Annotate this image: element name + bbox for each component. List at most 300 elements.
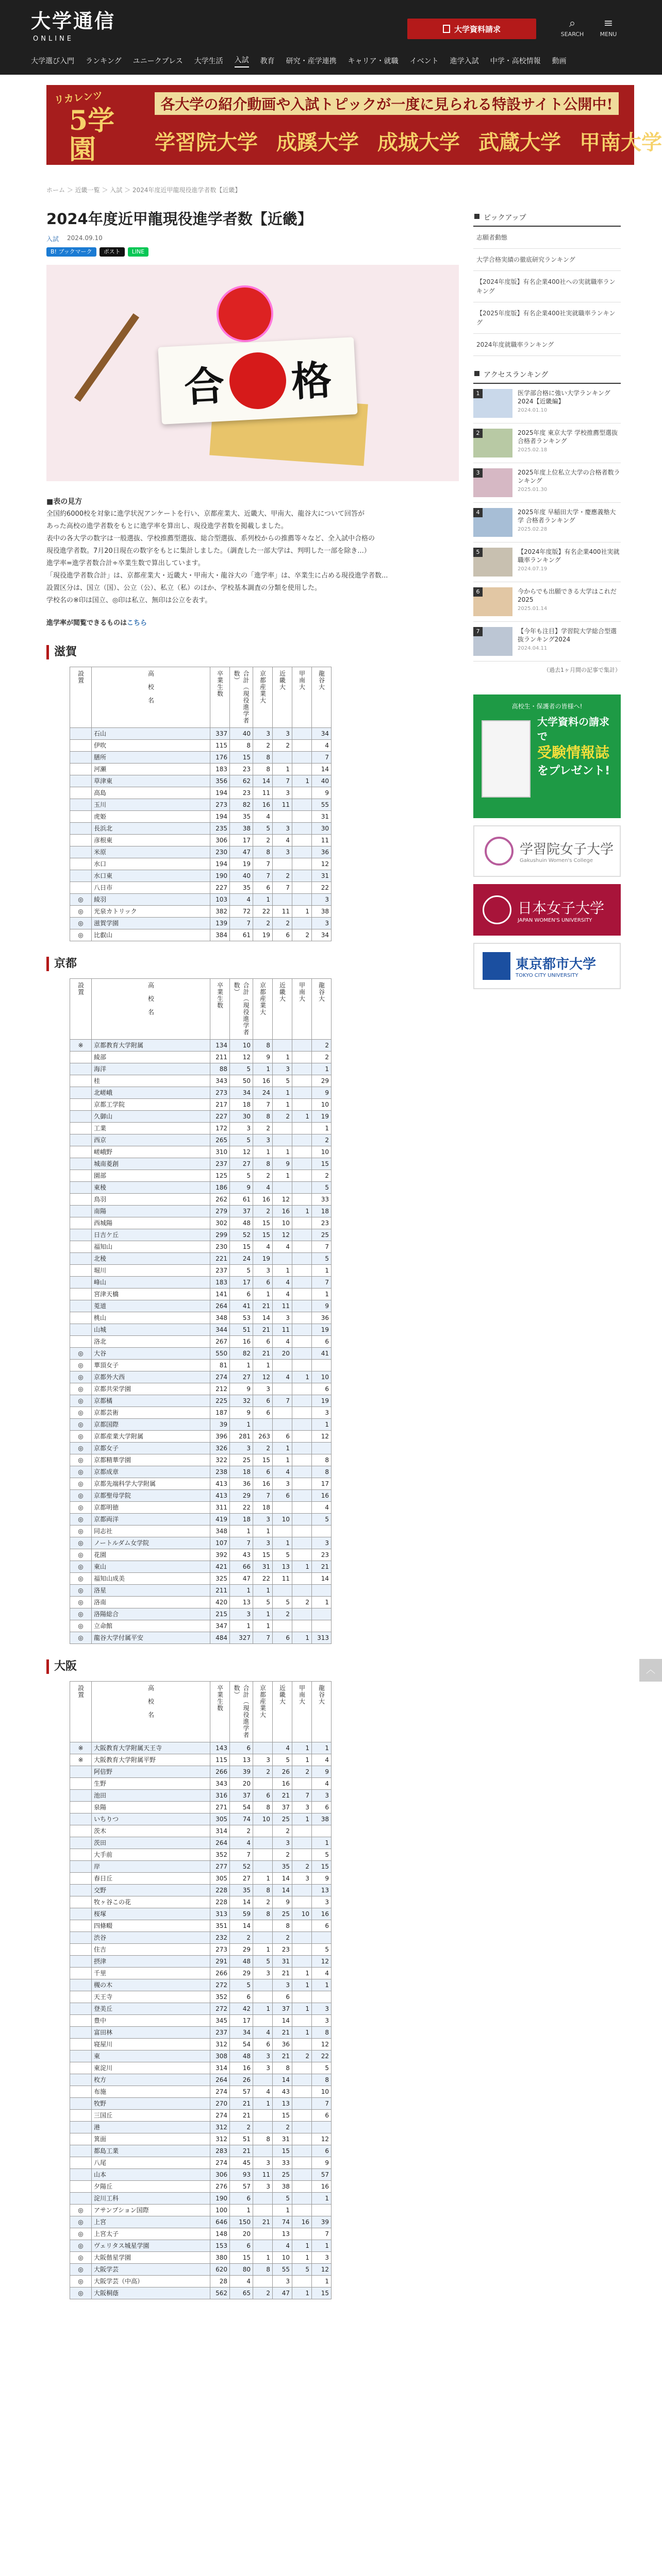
ad1-name: 学習院女子大学 xyxy=(520,842,614,857)
value-cell: 13 xyxy=(273,2098,292,2110)
nav-item[interactable]: 大学選び入門 xyxy=(31,57,74,65)
pickup-link[interactable]: 【2024年度版】有名企業400社への実就職率ランキング xyxy=(473,271,621,302)
ranking-text xyxy=(518,587,621,616)
value-cell: 18 xyxy=(312,1206,332,1217)
type-cell xyxy=(70,2074,92,2086)
value-cell: 276 xyxy=(210,2181,230,2193)
table-row xyxy=(70,870,332,882)
value-cell: 281 xyxy=(230,1431,253,1443)
value-cell: 190 xyxy=(210,2193,230,2205)
table-row xyxy=(70,1561,332,1573)
value-cell: 27 xyxy=(230,1371,253,1383)
nav-item[interactable]: ユニークプレス xyxy=(133,57,183,65)
column-header-grads xyxy=(210,667,230,728)
value-cell: 15 xyxy=(273,2110,292,2122)
search-icon: ⌕ xyxy=(569,17,576,30)
school-name-cell: 布施 xyxy=(92,2086,210,2098)
nav-item[interactable]: ランキング xyxy=(86,57,122,65)
school-name-cell: 八尾 xyxy=(92,2157,210,2169)
column-header-kyoto xyxy=(253,667,273,728)
type-cell: ※ xyxy=(70,1742,92,1754)
value-cell: 23 xyxy=(312,1549,332,1561)
school-name-cell: 牧野 xyxy=(92,2098,210,2110)
value-cell: 41 xyxy=(230,1300,253,1312)
value-cell: 12 xyxy=(312,1956,332,1968)
table-row xyxy=(70,1052,332,1063)
table-row xyxy=(70,823,332,835)
article-intro xyxy=(46,496,459,630)
table-row xyxy=(70,1932,332,1944)
value-cell: 35 xyxy=(230,1885,253,1896)
value-cell: 74 xyxy=(230,1814,253,1825)
breadcrumb[interactable]: ホーム ＞ 近畿一覧 ＞ 入試 ＞ 2024年度近甲龍現役進学者数【近畿】 xyxy=(46,187,241,194)
value-cell: 10 xyxy=(312,1146,332,1158)
school-name-cell: 千里 xyxy=(92,1968,210,1979)
promo-banner[interactable] xyxy=(46,85,662,165)
value-cell: 125 xyxy=(210,1170,230,1182)
value-cell xyxy=(292,1158,312,1170)
column-header-ryukoku xyxy=(312,667,332,728)
ranking-item[interactable] xyxy=(473,503,621,543)
article-category-link[interactable]: 入試 xyxy=(46,235,59,243)
value-cell: 4 xyxy=(253,1182,273,1194)
table-row xyxy=(70,2205,332,2216)
value-cell xyxy=(253,2110,273,2122)
value-cell: 19 xyxy=(230,858,253,870)
value-cell: 9 xyxy=(273,1158,292,1170)
value-cell xyxy=(253,1778,273,1790)
value-cell: 10 xyxy=(312,1099,332,1111)
value-cell: 15 xyxy=(253,1217,273,1229)
school-name-cell: 東山 xyxy=(92,1561,210,1573)
value-cell: 134 xyxy=(210,1040,230,1052)
ad-gakushuin-womens[interactable] xyxy=(473,825,621,877)
value-cell xyxy=(292,2133,312,2145)
type-cell xyxy=(70,2039,92,2050)
value-cell: 273 xyxy=(210,1087,230,1099)
ranking-text xyxy=(518,508,621,537)
value-cell: 45 xyxy=(230,2157,253,2169)
type-cell xyxy=(70,2050,92,2062)
school-name-cell: 富田林 xyxy=(92,2027,210,2039)
value-cell: 11 xyxy=(273,1324,292,1336)
school-name-cell: 洛北 xyxy=(92,1336,210,1348)
table-row xyxy=(70,835,332,846)
nav-item[interactable]: 入試 xyxy=(235,55,249,67)
ranking-item[interactable] xyxy=(473,463,621,503)
value-cell: 40 xyxy=(230,728,253,740)
value-cell xyxy=(273,1502,292,1514)
page-top-button[interactable] xyxy=(639,1659,662,1682)
value-cell: 3 xyxy=(253,1754,273,1766)
value-cell: 5 xyxy=(312,1514,332,1526)
school-name-cell: 京都教育大学附属 xyxy=(92,1040,210,1052)
value-cell: 2 xyxy=(292,2050,312,2062)
value-cell: 3 xyxy=(253,1537,273,1549)
value-cell: 3 xyxy=(312,1407,332,1419)
table-row xyxy=(70,728,332,740)
value-cell: 396 xyxy=(210,1431,230,1443)
value-cell: 1 xyxy=(273,1265,292,1277)
school-name-cell: 摂津 xyxy=(92,1956,210,1968)
value-cell xyxy=(253,1979,273,1991)
table-row xyxy=(70,1360,332,1371)
value-cell xyxy=(292,1573,312,1585)
value-cell: 5 xyxy=(273,1549,292,1561)
school-name-cell: 高島 xyxy=(92,787,210,799)
school-name-cell: 都島工業 xyxy=(92,2145,210,2157)
table-row xyxy=(70,1837,332,1849)
pickup-link[interactable]: 大学合格実績の徹底研究ランキング xyxy=(473,249,621,271)
menu-button[interactable] xyxy=(593,16,624,38)
banner-left-logo xyxy=(54,89,141,165)
value-cell: 2 xyxy=(273,1849,292,1861)
school-name-cell: 寝屋川 xyxy=(92,2039,210,2050)
type-cell xyxy=(70,1312,92,1324)
rate-link[interactable]: こちら xyxy=(127,619,147,627)
value-cell: 2 xyxy=(230,1825,253,1837)
value-cell: 1 xyxy=(292,1371,312,1383)
value-cell: 8 xyxy=(312,2074,332,2086)
ranking-item[interactable] xyxy=(473,622,621,662)
value-cell: 1 xyxy=(230,1620,253,1632)
value-cell: 55 xyxy=(273,2264,292,2276)
ranking-thumbnail xyxy=(473,627,512,656)
value-cell: 3 xyxy=(312,918,332,929)
type-cell xyxy=(70,1778,92,1790)
school-name-cell: 綾部 xyxy=(92,1052,210,1063)
pass-card xyxy=(158,337,357,425)
value-cell xyxy=(292,1052,312,1063)
nav-item[interactable]: 中学・高校情報 xyxy=(490,57,541,65)
value-cell: 266 xyxy=(210,1968,230,1979)
value-cell: 65 xyxy=(230,2287,253,2299)
column-header-grads xyxy=(210,1682,230,1742)
type-cell xyxy=(70,752,92,764)
column-header-type xyxy=(70,667,92,728)
value-cell: 348 xyxy=(210,1312,230,1324)
table-row xyxy=(70,2003,332,2015)
column-header-name xyxy=(92,1682,210,1742)
value-cell: 562 xyxy=(210,2287,230,2299)
value-cell: 3 xyxy=(273,1837,292,1849)
ranking-date: 2025.01.14 xyxy=(518,606,548,612)
table-header-row xyxy=(70,667,332,728)
type-cell xyxy=(70,870,92,882)
ad-materials-present[interactable] xyxy=(473,694,621,818)
nav-item[interactable]: イベント xyxy=(409,57,439,65)
value-cell xyxy=(292,1312,312,1324)
table-row xyxy=(70,1040,332,1052)
value-cell: 316 xyxy=(210,1790,230,1802)
value-cell: 14 xyxy=(273,1873,292,1885)
table-row xyxy=(70,1608,332,1620)
ranking-thumbnail xyxy=(473,468,512,497)
value-cell: 238 xyxy=(210,1466,230,1478)
value-cell xyxy=(312,2122,332,2133)
school-name-cell: 伊吹 xyxy=(92,740,210,752)
school-name-cell: 大阪教育大学附属平野 xyxy=(92,1754,210,1766)
value-cell: 4 xyxy=(230,1837,253,1849)
column-header-label: 近畿大 xyxy=(278,982,286,1002)
value-cell: 12 xyxy=(312,2039,332,2050)
pickup-link[interactable]: 2024年度就職率ランキング xyxy=(473,334,621,356)
site-logo[interactable] xyxy=(31,11,115,43)
ranking-item[interactable] xyxy=(473,582,621,622)
value-cell: 15 xyxy=(312,1158,332,1170)
article-meta xyxy=(46,234,459,243)
table-row xyxy=(70,1241,332,1253)
school-name-cell: 嵯峨野 xyxy=(92,1146,210,1158)
value-cell: 16 xyxy=(312,1908,332,1920)
type-cell xyxy=(70,2086,92,2098)
value-cell xyxy=(253,1419,273,1431)
value-cell: 4 xyxy=(273,1742,292,1754)
type-cell xyxy=(70,1968,92,1979)
type-cell: ◎ xyxy=(70,1608,92,1620)
line-share-button[interactable]: LINE xyxy=(128,247,149,257)
table-row xyxy=(70,799,332,811)
type-cell xyxy=(70,1979,92,1991)
value-cell: 3 xyxy=(253,1968,273,1979)
school-name-cell: 堀川 xyxy=(92,1265,210,1277)
search-button[interactable] xyxy=(557,16,588,38)
value-cell xyxy=(292,1229,312,1241)
intro-link-prefix: 進学率が閲覧できるものは xyxy=(46,619,127,627)
value-cell: 1 xyxy=(253,1063,273,1075)
value-cell: 22 xyxy=(253,1573,273,1585)
red-circle-icon xyxy=(228,351,288,411)
value-cell: 8 xyxy=(312,1466,332,1478)
value-cell: 1 xyxy=(273,1537,292,1549)
value-cell: 8 xyxy=(312,1454,332,1466)
value-cell: 5 xyxy=(230,1134,253,1146)
value-cell: 3 xyxy=(292,1873,312,1885)
pickup-link[interactable]: 志願者動態 xyxy=(473,227,621,249)
column-header-kyoto xyxy=(253,1682,273,1742)
request-materials-button[interactable] xyxy=(407,19,536,39)
value-cell: 16 xyxy=(312,1490,332,1502)
type-cell: ◎ xyxy=(70,1490,92,1502)
table-row xyxy=(70,1620,332,1632)
value-cell xyxy=(292,2181,312,2193)
nav-item[interactable]: 動画 xyxy=(552,57,567,65)
value-cell xyxy=(253,1991,273,2003)
column-header-konan xyxy=(292,1682,312,1742)
table-row xyxy=(70,1585,332,1597)
value-cell: 19 xyxy=(312,1111,332,1123)
value-cell: 347 xyxy=(210,1620,230,1632)
value-cell: 19 xyxy=(253,929,273,941)
value-cell: 3 xyxy=(312,2252,332,2264)
school-name-cell: 大阪学芸（中高） xyxy=(92,2276,210,2287)
school-name-cell: 京都外大西 xyxy=(92,1371,210,1383)
type-cell: ◎ xyxy=(70,2205,92,2216)
column-header-label: 設置 xyxy=(77,982,85,995)
school-name-cell: 宮津天橋 xyxy=(92,1289,210,1300)
nav-item[interactable]: 大学生活 xyxy=(194,57,223,65)
value-cell: 5 xyxy=(253,823,273,835)
table-row xyxy=(70,894,332,906)
school-name-cell: 京都共栄学園 xyxy=(92,1383,210,1395)
pickup-link[interactable]: 【2025年度版】有名企業400社実就職率ランキング xyxy=(473,302,621,334)
value-cell xyxy=(292,1348,312,1360)
type-cell xyxy=(70,1861,92,1873)
column-header-label: 龍谷大 xyxy=(318,1685,325,1705)
value-cell: 24 xyxy=(230,1253,253,1265)
region-heading: 京都 xyxy=(46,957,459,971)
value-cell: 392 xyxy=(210,1549,230,1561)
nav-item[interactable]: 進学入試 xyxy=(450,57,479,65)
value-cell: 343 xyxy=(210,1778,230,1790)
column-header-grads xyxy=(210,979,230,1040)
type-cell: ◎ xyxy=(70,1502,92,1514)
value-cell xyxy=(292,894,312,906)
value-cell: 312 xyxy=(210,2122,230,2133)
admissions-table xyxy=(70,1681,332,2299)
value-cell: 2 xyxy=(292,1766,312,1778)
school-name-cell: 福知山 xyxy=(92,1241,210,1253)
x-post-button[interactable]: ポスト xyxy=(100,247,125,257)
value-cell: 38 xyxy=(312,1814,332,1825)
value-cell xyxy=(292,2193,312,2205)
type-cell: ◎ xyxy=(70,1419,92,1431)
value-cell: 16 xyxy=(253,799,273,811)
value-cell xyxy=(292,2015,312,2027)
value-cell: 36 xyxy=(312,846,332,858)
value-cell: 14 xyxy=(230,1920,253,1932)
table-row xyxy=(70,2264,332,2276)
value-cell: 3 xyxy=(312,894,332,906)
school-name-cell: 華頂女子 xyxy=(92,1360,210,1371)
value-cell xyxy=(292,1253,312,1265)
table-row xyxy=(70,2252,332,2264)
ranking-title: 2025年度 東京大学 学校推薦型選抜 合格者ランキング xyxy=(518,429,618,445)
ranking-item[interactable] xyxy=(473,543,621,582)
school-name-cell: 京都芸術 xyxy=(92,1407,210,1419)
banner-school-name: 武蔵大学 xyxy=(478,130,561,155)
column-header-label: 龍谷大 xyxy=(318,982,325,1002)
ranking-thumbnail xyxy=(473,508,512,537)
value-cell: 18 xyxy=(253,1502,273,1514)
value-cell: 107 xyxy=(210,1537,230,1549)
school-name-cell: 山本 xyxy=(92,2169,210,2181)
nav-item[interactable]: 研究・産学連携 xyxy=(286,57,337,65)
value-cell: 646 xyxy=(210,2216,230,2228)
school-name-cell: 京都両洋 xyxy=(92,1514,210,1526)
value-cell: 2 xyxy=(292,1597,312,1608)
value-cell: 25 xyxy=(312,1229,332,1241)
value-cell xyxy=(292,1123,312,1134)
value-cell: 14 xyxy=(273,2074,292,2086)
value-cell xyxy=(292,787,312,799)
type-cell xyxy=(70,2157,92,2169)
value-cell: 2 xyxy=(230,2122,253,2133)
type-cell: ◎ xyxy=(70,1526,92,1537)
column-header-konan xyxy=(292,979,312,1040)
type-cell xyxy=(70,1324,92,1336)
value-cell xyxy=(292,1324,312,1336)
value-cell: 194 xyxy=(210,811,230,823)
value-cell xyxy=(292,2205,312,2216)
value-cell xyxy=(292,2110,312,2122)
value-cell xyxy=(292,1956,312,1968)
type-cell xyxy=(70,2015,92,2027)
hatena-bookmark-button[interactable]: B! ブックマーク xyxy=(46,247,96,257)
ranking-item[interactable] xyxy=(473,384,621,423)
value-cell: 24 xyxy=(253,1087,273,1099)
banner-school-name: 成蹊大学 xyxy=(276,130,359,155)
value-cell: 3 xyxy=(230,1123,253,1134)
value-cell: 29 xyxy=(230,1490,253,1502)
value-cell: 8 xyxy=(253,764,273,775)
value-cell: 3 xyxy=(273,846,292,858)
table-row xyxy=(70,2193,332,2205)
value-cell: 237 xyxy=(210,1158,230,1170)
table-row xyxy=(70,1968,332,1979)
value-cell xyxy=(292,1182,312,1194)
table-row xyxy=(70,2074,332,2086)
value-cell: 1 xyxy=(253,2252,273,2264)
value-cell: 43 xyxy=(230,1549,253,1561)
value-cell: 12 xyxy=(273,1229,292,1241)
admissions-table xyxy=(70,667,332,941)
value-cell xyxy=(253,2205,273,2216)
type-cell xyxy=(70,823,92,835)
value-cell: 38 xyxy=(230,823,253,835)
value-cell: 14 xyxy=(273,2015,292,2027)
value-cell: 550 xyxy=(210,1348,230,1360)
type-cell xyxy=(70,1277,92,1289)
value-cell: 22 xyxy=(312,2050,332,2062)
book-icon xyxy=(443,25,450,33)
value-cell: 37 xyxy=(230,1790,253,1802)
type-cell: ◎ xyxy=(70,1620,92,1632)
value-cell: 16 xyxy=(230,2062,253,2074)
value-cell: 14 xyxy=(230,1896,253,1908)
type-cell xyxy=(70,1123,92,1134)
ranking-item[interactable] xyxy=(473,423,621,463)
type-cell xyxy=(70,1920,92,1932)
value-cell: 61 xyxy=(230,1194,253,1206)
type-cell xyxy=(70,1075,92,1087)
value-cell: 13 xyxy=(273,1561,292,1573)
value-cell: 21 xyxy=(273,2050,292,2062)
value-cell: 8 xyxy=(230,740,253,752)
value-cell: 82 xyxy=(230,1348,253,1360)
type-cell: ◎ xyxy=(70,2276,92,2287)
value-cell xyxy=(273,752,292,764)
value-cell: 81 xyxy=(210,1360,230,1371)
table-row xyxy=(70,1825,332,1837)
school-name-cell: 大阪学芸 xyxy=(92,2264,210,2276)
ad-japan-womens[interactable] xyxy=(473,884,621,936)
type-cell xyxy=(70,2062,92,2074)
ad1-en: Gakushuin Women's College xyxy=(520,858,593,863)
share-buttons xyxy=(46,247,459,257)
value-cell: 16 xyxy=(253,1194,273,1206)
nav-item[interactable]: キャリア・就職 xyxy=(347,57,399,65)
value-cell: 20 xyxy=(230,2228,253,2240)
type-cell xyxy=(70,1170,92,1182)
nav-item[interactable]: 教育 xyxy=(260,57,275,65)
value-cell: 3 xyxy=(312,2003,332,2015)
value-cell: 21 xyxy=(253,1300,273,1312)
ad-tokyo-city[interactable] xyxy=(473,943,621,989)
value-cell: 2 xyxy=(253,1206,273,1217)
value-cell: 7 xyxy=(253,1490,273,1502)
table-row xyxy=(70,1087,332,1099)
